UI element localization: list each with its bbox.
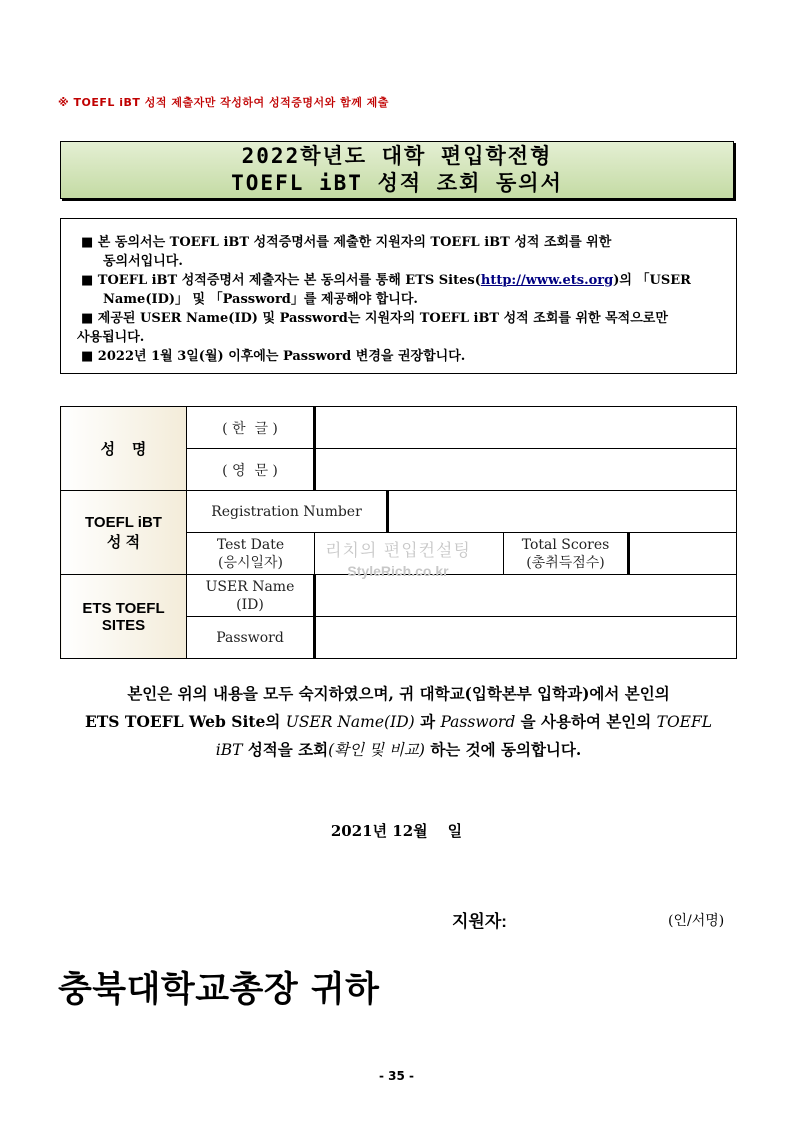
test-date-label-en: Test Date <box>216 536 285 553</box>
title-line-1: 2022학년도 대학 편입학전형 <box>241 144 553 168</box>
test-date-field[interactable] <box>315 533 504 575</box>
consent-line-2 <box>60 708 737 736</box>
password-label: Password <box>187 617 315 659</box>
consent-check-compare: (확인 및 비교) <box>328 741 425 759</box>
total-scores-label <box>504 533 629 575</box>
watermark-line-2: StyleRich.co.kr <box>347 563 449 579</box>
date-year-month: 2021년 12월 <box>330 822 428 840</box>
name-label: 성 명 <box>61 407 187 491</box>
signing-date <box>0 820 793 841</box>
total-scores-label-en: Total Scores <box>521 536 610 553</box>
consent-toefl: TOEFL <box>656 713 713 731</box>
info-item-3-line-1: ■ 제공된 USER Name(ID) 및 Password는 지원자의 TOEFL iBT 성적 조회를 위한 목적으로만 <box>81 311 668 326</box>
user-name-label-id: (ID) <box>236 596 264 613</box>
info-item-2-line-2: Name(ID)」 및 「Password」를 제공해야 합니다. <box>103 292 418 307</box>
consent-ibt: iBT <box>215 741 243 759</box>
applicant-form-table <box>60 406 737 659</box>
title-line-2: TOEFL iBT 성적 조회 동의서 <box>231 171 563 195</box>
english-name-label: ( 영 문 ) <box>187 449 315 491</box>
password-field[interactable] <box>315 617 737 659</box>
total-scores-label-ko: (총취득점수) <box>526 554 605 571</box>
watermark-line-1: 리치의 편입컨설팅 <box>325 541 471 561</box>
info-item-1-line-2: 동의서입니다. <box>103 254 183 269</box>
info-box <box>60 218 737 374</box>
date-day: 일 <box>447 822 463 840</box>
consent-line-1: 본인은 위의 내용을 모두 숙지하였으며, 귀 대학교(입학본부 입학과)에서 본인의 <box>127 684 670 703</box>
page-number: - 35 - <box>378 1069 414 1083</box>
test-date-label <box>187 533 315 575</box>
info-item-4: ■ 2022년 1월 3일(월) 이후에는 Password 변경을 권장합니다. <box>81 349 466 364</box>
registration-number-field[interactable] <box>388 491 737 533</box>
document-title-box <box>60 141 734 199</box>
signature-label: (인/서명) <box>668 913 725 929</box>
korean-name-label: ( 한 글 ) <box>187 407 315 449</box>
korean-name-field[interactable] <box>315 407 737 449</box>
test-date-label-ko: (응시일자) <box>217 554 284 571</box>
info-item-2-text-end: )의 「USER <box>613 273 691 288</box>
info-item-2-line-1 <box>81 269 691 288</box>
submission-notice: ※ TOEFL iBT 성적 제출자만 작성하여 성적증명서와 함께 제출 <box>58 96 389 109</box>
toefl-score-label-line-1: TOEFL iBT <box>85 513 162 531</box>
consent-line-3 <box>60 736 737 764</box>
consent-text: ETS TOEFL Web Site의 <box>84 712 286 731</box>
user-name-label <box>187 575 315 617</box>
info-item-1-line-1: ■ 본 동의서는 TOEFL iBT 성적증명서를 제출한 지원자의 TOEFL iBT 성적 조회를 위한 <box>81 235 612 250</box>
ets-link[interactable]: http://www.ets.org <box>480 273 614 288</box>
english-name-field[interactable] <box>315 449 737 491</box>
total-scores-field[interactable] <box>629 533 737 575</box>
consent-password: Password <box>440 713 516 731</box>
consent-text: 성적을 조회 <box>242 740 329 759</box>
toefl-score-label-line-2: 성 적 <box>106 533 141 551</box>
addressee: 충북대학교총장 귀하 <box>58 970 380 1010</box>
user-name-label-text: USER Name <box>205 578 295 595</box>
applicant-label: 지원자: <box>452 912 507 931</box>
consent-text: 을 사용하여 본인의 <box>515 712 657 731</box>
consent-user-name: USER Name(ID) <box>285 713 415 731</box>
ets-sites-label-line-1: ETS TOEFL <box>82 599 165 617</box>
ets-sites-label-line-2: SITES <box>101 616 146 634</box>
info-item-3-line-2: 사용됩니다. <box>77 330 145 345</box>
user-name-field[interactable] <box>315 575 737 617</box>
consent-text: 과 <box>414 712 441 731</box>
consent-statement <box>60 680 737 764</box>
toefl-score-label <box>61 491 187 575</box>
registration-number-label: Registration Number <box>187 491 388 533</box>
consent-text: 하는 것에 동의합니다. <box>424 740 582 759</box>
info-item-2-text: ■ TOEFL iBT 성적증명서 제출자는 본 동의서를 통해 ETS Sites( <box>81 273 481 288</box>
ets-sites-label <box>61 575 187 659</box>
